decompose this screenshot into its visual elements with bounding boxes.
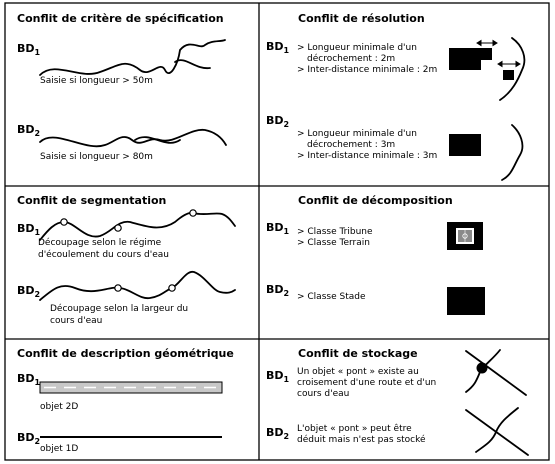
river-segmented-bd1 <box>40 213 235 240</box>
caption-geometric-bd2: objet 1D <box>40 444 79 454</box>
stadium-tribune-terrain <box>447 222 483 250</box>
segment-node <box>190 210 196 216</box>
bridge-point <box>477 363 488 374</box>
segmentation-bd1-line-2: d'écoulement du cours d'eau <box>38 250 169 260</box>
caption-specification-bd1: Saisie si longueur > 50m <box>40 76 153 86</box>
road-line-bd2 <box>466 410 528 455</box>
road-line-bd1 <box>466 351 526 395</box>
storage-bd1-line-1: Un objet « pont » existe au <box>297 367 419 377</box>
river-line-bd2 <box>40 130 226 146</box>
river-line-bd1 <box>40 40 225 75</box>
resolution-bd2-line-1: > Longueur minimale d'un <box>297 129 417 139</box>
storage-bd1-line-2: croisement d'une route et d'un <box>297 378 437 388</box>
panel-title-decomposition: Conflit de décomposition <box>298 194 453 207</box>
storage-bd2-line-1: L'objet « pont » peut être <box>297 424 412 434</box>
caption-specification-bd2: Saisie si longueur > 80m <box>40 152 153 162</box>
resolution-bd1-line-2: décrochement : 2m <box>307 54 396 64</box>
building-bd2 <box>449 134 481 156</box>
stadium-bd2 <box>447 287 485 315</box>
river-line-storage-bd2 <box>476 408 518 452</box>
segment-node <box>169 285 175 291</box>
panel-title-storage: Conflit de stockage <box>298 347 418 360</box>
storage-bd1-line-3: cours d'eau <box>297 389 350 399</box>
bd2-label-geometric: $BD_2$ <box>17 431 41 447</box>
coastline-bd1 <box>500 38 524 100</box>
resolution-bd2-line-2: décrochement : 3m <box>307 140 396 150</box>
panel-title-geometric: Conflit de description géométrique <box>17 347 234 360</box>
bd2-label-decomposition: $BD_2$ <box>266 283 290 299</box>
decomposition-bd1-line-1: > Classe Tribune <box>297 227 373 237</box>
resolution-bd1-line-1: > Longueur minimale d'un <box>297 43 417 53</box>
bd1-label-resolution: $BD_1$ <box>266 40 290 56</box>
segment-node <box>115 225 121 231</box>
caption-geometric-bd1: objet 2D <box>40 402 79 412</box>
coastline-bd2 <box>502 125 522 180</box>
panel-title-specification: Conflit de critère de spécification <box>17 12 224 25</box>
bd1-label-segmentation: $BD_1$ <box>17 222 41 238</box>
bd1-label-specification: $BD_1$ <box>17 42 41 58</box>
bd2-label-storage: $BD_2$ <box>266 426 290 442</box>
resolution-bd1-line-3: > Inter-distance minimale : 2m <box>297 65 438 75</box>
segmentation-bd2-line-1: Découpage selon la largeur du <box>50 304 189 314</box>
storage-bd2-line-2: déduit mais n'est pas stocké <box>297 435 426 445</box>
bd2-label-specification: $BD_2$ <box>17 123 41 139</box>
segmentation-bd2-line-2: cours d'eau <box>50 316 103 326</box>
river-tributary-bd1 <box>175 60 210 68</box>
river-segmented-bd2 <box>40 272 235 300</box>
panel-title-segmentation: Conflit de segmentation <box>17 194 167 207</box>
panel-title-resolution: Conflit de résolution <box>298 12 425 25</box>
segment-node <box>61 219 67 225</box>
bd1-label-decomposition: $BD_1$ <box>266 221 290 237</box>
resolution-bd2-line-3: > Inter-distance minimale : 3m <box>297 151 438 161</box>
decomposition-bd1-line-2: > Classe Terrain <box>297 238 370 248</box>
bd1-label-geometric: $BD_1$ <box>17 372 41 388</box>
decomposition-bd2-line-1: > Classe Stade <box>297 292 366 302</box>
bd1-label-storage: $BD_1$ <box>266 369 290 385</box>
segment-node <box>115 285 121 291</box>
bd2-label-segmentation: $BD_2$ <box>17 284 41 300</box>
segmentation-bd1-line-1: Découpage selon le régime <box>38 238 162 248</box>
bd2-label-resolution: $BD_2$ <box>266 114 290 130</box>
